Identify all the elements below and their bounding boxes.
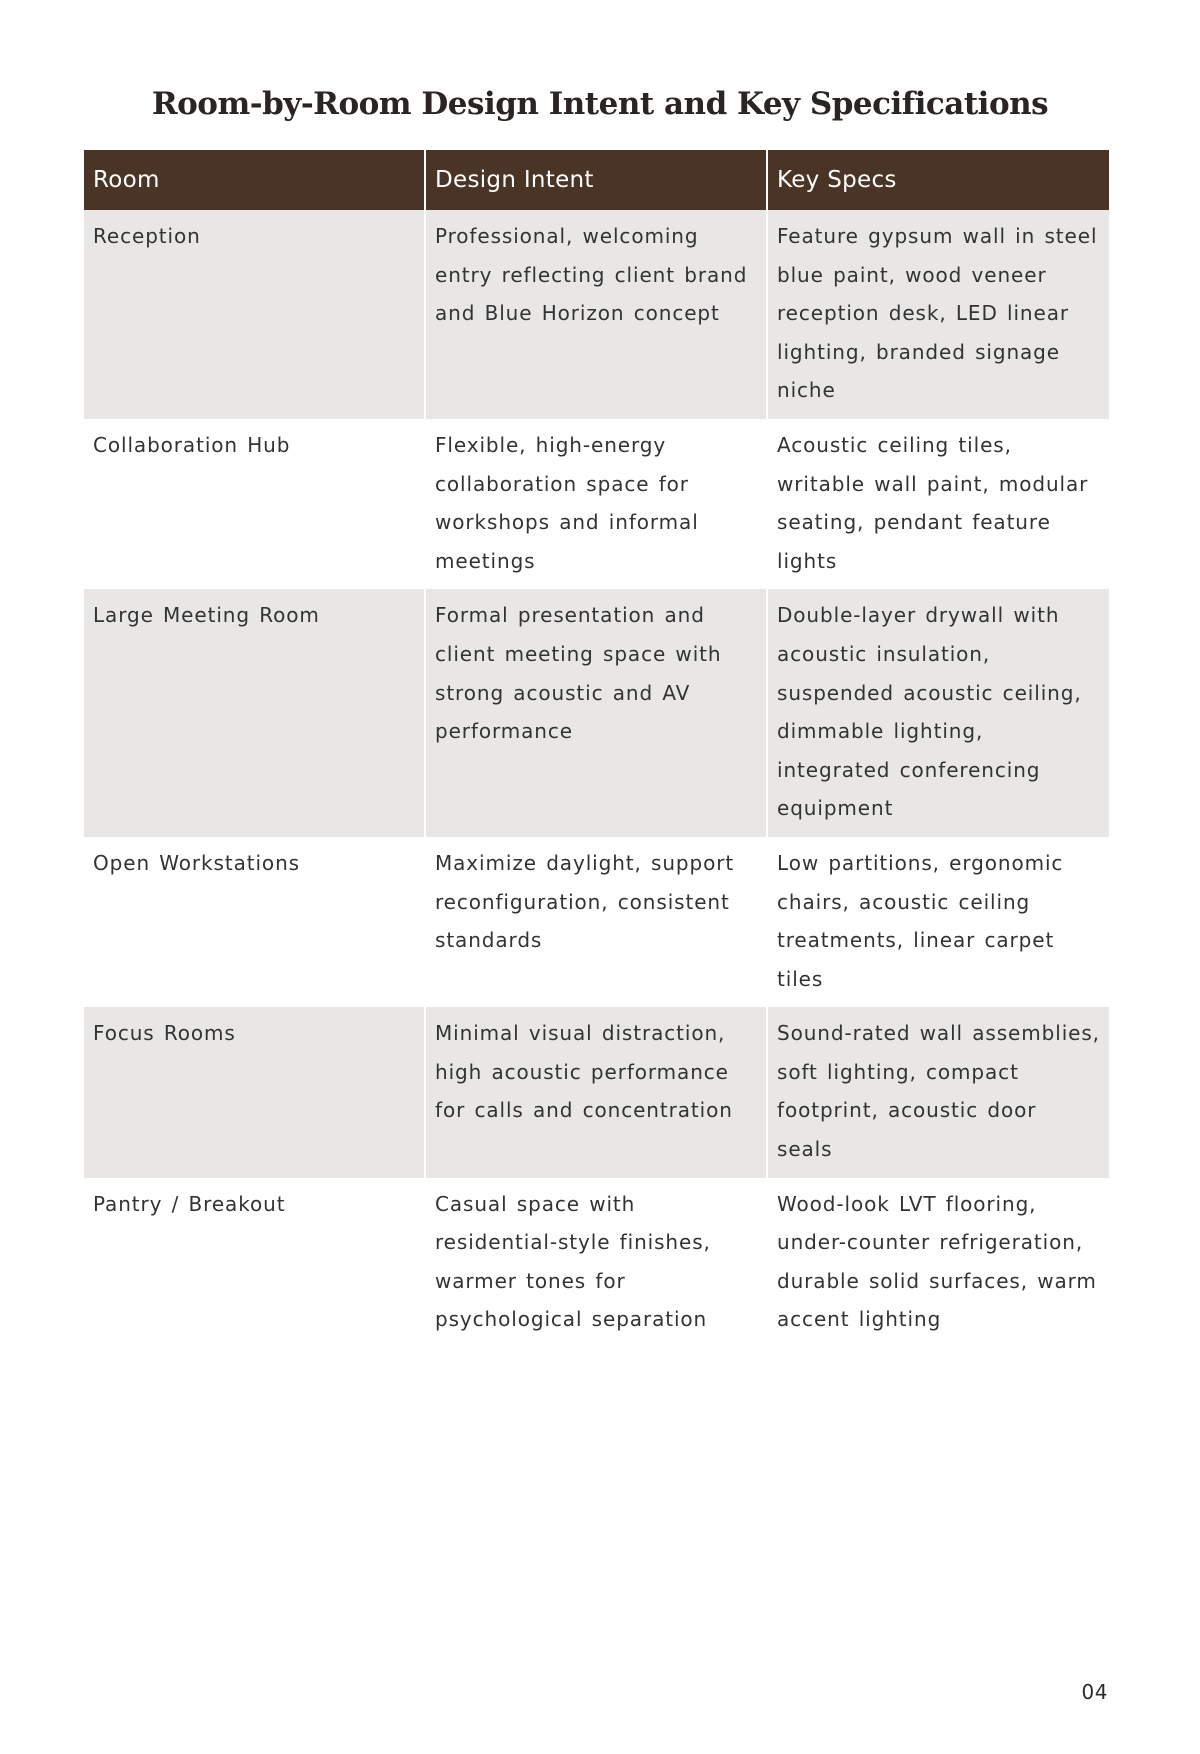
- key-specs: Acoustic ceiling tiles, writable wall paint, modular seating, pendant feature lights: [767, 419, 1109, 589]
- page-number: 04: [1081, 1680, 1108, 1704]
- table-row: [84, 210, 1109, 419]
- room-name: Collaboration Hub: [84, 419, 425, 589]
- key-specs: Feature gypsum wall in steel blue paint, wood veneer reception desk, LED linear lighting, branded signage niche: [767, 210, 1109, 419]
- room-spec-table: [84, 150, 1109, 1348]
- key-specs: Low partitions, ergonomic chairs, acoustic ceiling treatments, linear carpet tiles: [767, 837, 1109, 1007]
- design-intent: Flexible, high-energy collaboration space for workshops and informal meetings: [425, 419, 767, 589]
- key-specs: Double-layer drywall with acoustic insulation, suspended acoustic ceiling, dimmable lighting, integrated conferencing equipment: [767, 589, 1109, 837]
- key-specs: Wood-look LVT flooring, under-counter refrigeration, durable solid surfaces, warm accent lighting: [767, 1178, 1109, 1348]
- page-title: Room-by-Room Design Intent and Key Specifications: [151, 86, 1049, 122]
- room-name: Focus Rooms: [84, 1007, 425, 1177]
- table-header-row: [84, 150, 1109, 210]
- key-specs: Sound-rated wall assemblies, soft lighting, compact footprint, acoustic door seals: [767, 1007, 1109, 1177]
- table-row: [84, 837, 1109, 1007]
- room-name: Open Workstations: [84, 837, 425, 1007]
- table-row: [84, 589, 1109, 837]
- header-key-specs: Key Specs: [767, 150, 1109, 210]
- design-intent: Minimal visual distraction, high acoustic performance for calls and concentration: [425, 1007, 767, 1177]
- design-intent: Casual space with residential-style finishes, warmer tones for psychological separation: [425, 1178, 767, 1348]
- design-intent: Maximize daylight, support reconfiguration, consistent standards: [425, 837, 767, 1007]
- header-room: Room: [84, 150, 425, 210]
- table-row: [84, 419, 1109, 589]
- room-name: Large Meeting Room: [84, 589, 425, 837]
- table-row: [84, 1178, 1109, 1348]
- header-design-intent: Design Intent: [425, 150, 767, 210]
- design-intent: Formal presentation and client meeting space with strong acoustic and AV performance: [425, 589, 767, 837]
- room-name: Pantry / Breakout: [84, 1178, 425, 1348]
- design-intent: Professional, welcoming entry reflecting client brand and Blue Horizon concept: [425, 210, 767, 419]
- table-row: [84, 1007, 1109, 1177]
- room-name: Reception: [84, 210, 425, 419]
